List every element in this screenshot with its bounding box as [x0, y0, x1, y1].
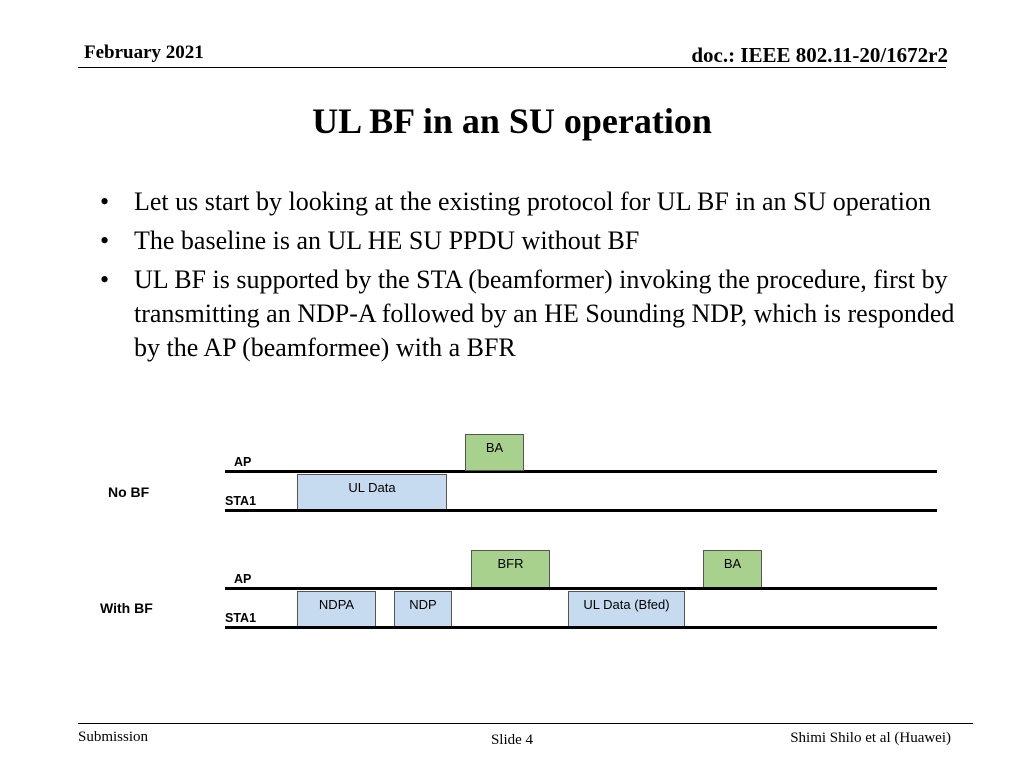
footer-author: Shimi Shilo et al (Huawei) — [790, 730, 951, 746]
no-bf-sta-frame-ul-data: UL Data — [297, 474, 447, 511]
with-bf-ap-timeline — [225, 587, 937, 590]
with-bf-sta-timeline — [225, 626, 937, 629]
no-bf-ap-label: AP — [234, 455, 252, 469]
with-bf-sta-frame-ndp: NDP — [394, 591, 452, 628]
header-date: February 2021 — [84, 42, 204, 63]
with-bf-sta-label: STA1 — [225, 611, 257, 625]
bullet-list — [100, 185, 960, 370]
with-bf-sta-frame-ul-data-bfed: UL Data (Bfed) — [568, 591, 685, 628]
bullet-item — [100, 263, 960, 365]
no-bf-ap-frame-ba: BA — [465, 434, 524, 471]
bullet-text: The baseline is an UL HE SU PPDU without BF — [134, 226, 640, 255]
bullet-item — [100, 224, 960, 258]
header-divider — [78, 67, 946, 68]
bullet-glyph: • — [100, 187, 110, 216]
footer-slide-number: Slide 4 — [490, 732, 534, 748]
with-bf-ap-frame-ba: BA — [703, 550, 762, 588]
with-bf-label: With BF — [100, 600, 153, 616]
bullet-item — [100, 185, 960, 219]
footer-submission: Submission — [78, 729, 149, 745]
footer-divider — [78, 723, 973, 724]
bullet-text: Let us start by looking at the existing protocol for UL BF in an SU operation — [134, 187, 931, 216]
no-bf-ap-timeline — [225, 470, 937, 473]
no-bf-label: No BF — [108, 484, 150, 500]
no-bf-sta-timeline — [225, 509, 937, 512]
bullet-glyph: • — [100, 226, 110, 255]
with-bf-ap-label: AP — [234, 572, 252, 586]
no-bf-sta-label: STA1 — [225, 494, 257, 508]
header-doc-id: doc.: IEEE 802.11-20/1672r2 — [691, 43, 948, 67]
with-bf-ap-frame-bfr: BFR — [471, 550, 550, 588]
bullet-glyph: • — [100, 265, 110, 294]
bullet-text: UL BF is supported by the STA (beamformer) invoking the procedure, first by transmitting an NDP-A followed by an HE Sounding NDP, which is responded by the AP (beamformee) with a BFR — [134, 265, 955, 362]
with-bf-sta-frame-ndpa: NDPA — [297, 591, 376, 628]
slide-title: UL BF in an SU operation — [312, 101, 712, 141]
